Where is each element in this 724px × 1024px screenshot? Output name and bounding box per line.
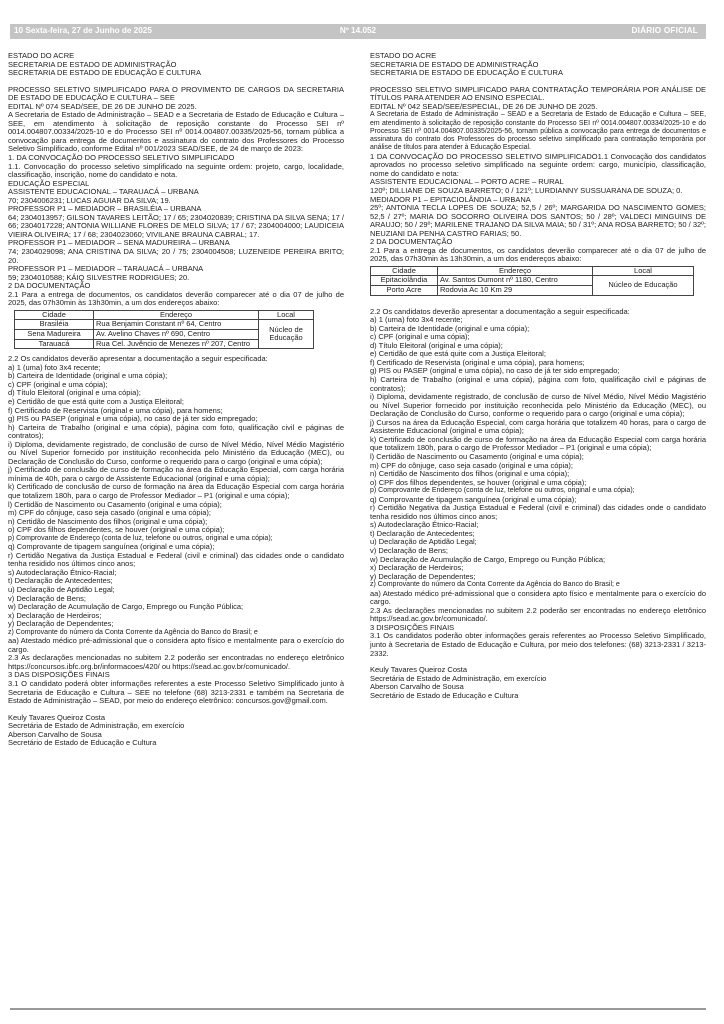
list-item: o) CPF dos filhos dependentes, se houver (original e uma cópia); (370, 477, 587, 487)
section-heading: 2 DA DOCUMENTAÇÃO (370, 237, 453, 247)
list-item: ASSISTENTE EDUCACIONAL – PORTO ACRE – RURAL (370, 177, 564, 187)
list-item: aa) Atestado médico pré-admissional que o considera apto físico e mentalmente para o exercício do cargo. (8, 636, 344, 654)
list-item: m) CPF do cônjuge, caso seja casado (original e uma cópia); (370, 460, 574, 470)
paragraph: 2.3 As declarações mencionadas no subitem 2.2 poderão ser encontradas no endereço eletrônico https://concursos.ibfc.org.br/informacoes/420/ ou https://sead.ac.gov.br/comunicado/. (8, 653, 344, 671)
section-heading: 1. DA CONVOCAÇÃO DO PROCESSO SELETIVO SIMPLIFICADO (8, 153, 235, 163)
paragraph: 3.1 Os candidatos poderão obter informações gerais referentes ao Processo Seletivo Simplificado, junto à Secretaria de Estado de Educação e Cultura, por meio dos telefones: (68) 3213-2331 / 3213-2332. (370, 631, 706, 658)
signature-name: Aberson Carvalho de Sousa (8, 729, 102, 739)
list-item: 64; 2304013957; GILSON TAVARES LEITÃO; 17 / 65; 2304020839; CRISTINA DA SILVA SENA; 17 / 66; 2304017228; ANTONIA WILLIANE FLORES DE MELO SILVA; 17 / 67; 2304004000; LAUDICEIA VIEIRA OLIVEIRA; 17 / 68; 2304023060; VIVILANE BRAUNA CABRAL; 17. (8, 212, 344, 239)
table-header: Local (259, 310, 314, 320)
list-item: i) Diploma, devidamente registrado, de conclusão de curso de Nível Médio, Nível Médio Magistério ou Nível Superior fornecido por instituição reconhecida pelo Ministério da Educação (MEC), ou Declaração de Conclusão do Curso, conforme o requerido para o cargo (original e uma cópia); (8, 439, 344, 466)
notice-title: PROCESSO SELETIVO SIMPLIFICADO PARA O PROVIMENTO DE CARGOS DA SECRETARIA DE ESTADO DE EDUCAÇÃO E CULTURA – SEE (8, 84, 344, 103)
signature-name: Aberson Carvalho de Sousa (370, 682, 464, 692)
list-item: b) Carteira de Identidade (original e uma cópia); (8, 371, 168, 381)
footer-rule (10, 1008, 706, 1010)
list-item: r) Certidão Negativa da Justiça Estadual e Federal (civil e criminal) das cidades onde o candidato tenha residido nos últimos cinco anos; (370, 503, 706, 521)
list-item: j) Certificado de conclusão de curso de formação na área da Educação Especial, com carga horária mínima de 40h, para o cargo de Assistente Educacional (original e uma cópia); (8, 465, 344, 483)
signature-role: Secretária de Estado de Administração, em exercício (8, 721, 185, 731)
table-header: Endereço (438, 266, 593, 276)
org-line: SECRETARIA DE ESTADO DE ADMINISTRAÇÃO (8, 59, 177, 69)
list-item: j) Cursos na área da Educação Especial, com carga horária que totalizem 40 horas, para o cargo de Assistente Educacional (original e uma cópia); (370, 417, 706, 436)
list-item: t) Declaração de Antecedentes; (8, 576, 113, 586)
list-item: o) CPF dos filhos dependentes, se houver (original e uma cópia); (8, 525, 225, 535)
org-line: SECRETARIA DE ESTADO DE EDUCAÇÃO E CULTURA (370, 68, 563, 78)
table-cell: Núcleo de Educação (593, 276, 694, 295)
table-cell: Av. Avelino Chaves nº 690, Centro (94, 330, 259, 340)
org-line: ESTADO DO ACRE (370, 51, 437, 60)
list-item: EDUCAÇÃO ESPECIAL (8, 178, 90, 188)
table-cell: Brasiléia (15, 320, 94, 330)
list-item: q) Comprovante de tipagem sanguínea (original e uma cópia); (370, 494, 577, 504)
signature-role: Secretário de Estado de Educação e Cultura (370, 690, 519, 700)
list-item: b) Carteira de Identidade (original e uma cópia); (370, 323, 530, 333)
paragraph: 2.3 As declarações mencionadas no subitem 2.2 poderão ser encontradas no endereço eletrônico https://sead.ac.gov.br/comunicado/. (370, 605, 706, 624)
list-item: ASSISTENTE EDUCACIONAL – TARAUACÁ – URBANA (8, 187, 199, 197)
table-cell: Núcleo de Educação (259, 320, 314, 349)
list-item: a) 1 (uma) foto 3x4 recente; (8, 362, 101, 372)
org-line: SECRETARIA DE ESTADO DE EDUCAÇÃO E CULTURA (8, 68, 201, 78)
address-table (14, 310, 314, 349)
signature-role: Secretária de Estado de Administração, em exercício (370, 673, 547, 683)
section-heading: 1 DA CONVOCAÇÃO DO PROCESSO SELETIVO SIMPLIFICADO1.1 Convocação dos candidatos aprovados no processo seletivo simplificado na seguinte ordem: cargo, município, classificação, nome do candidato e nota: (370, 151, 706, 178)
paragraph: 2.2 Os candidatos deverão apresentar a documentação a seguir especificada: (370, 306, 630, 316)
list-item: c) CPF (original e uma cópia); (370, 332, 470, 342)
table-header: Cidade (371, 266, 438, 276)
table-header: Cidade (15, 310, 94, 320)
list-item: aa) Atestado médico pré-admissional que o considera apto físico e mentalmente para o exercício do cargo. (370, 588, 706, 607)
list-item: a) 1 (uma) foto 3x4 recente; (370, 315, 463, 325)
list-item: x) Declaração de Herdeiros; (370, 563, 464, 573)
list-item: 70; 2304006231; LUCAS AGUIAR DA SILVA; 19. (8, 195, 171, 205)
table-cell: Epitaciolândia (371, 276, 438, 286)
right-column (370, 52, 706, 700)
paragraph: 2.1 Para a entrega de documentos, os candidatos deverão comparecer até o dia 07 de julho de 2025, das 07h30min às 13h30min, a um dos endereços abaixo: (8, 289, 344, 308)
signature-name: Keuly Tavares Queiroz Costa (8, 712, 105, 722)
paragraph: 2.1 Para a entrega de documentos, os candidatos deverão comparecer até o dia 07 de julho de 2025, das 07h30min às 13h30min, a um dos endereços abaixo: (370, 245, 706, 264)
list-item: 25º; ANTONIA TECLA LOPES DE SOUZA; 52,5 / 26º; MARGARIDA DO NASCIMENTO GOMES; 52,5 / 27º; MARIA DO SOCORRO OLIVEIRA DOS SANTOS; 50 / 28º; VALDECI MINGUINS DE ARAUJO; 50 / 29º; MARILENE TRAJANO DA SILVA MAIA; 50 / 31º; ANA ROSA BARRETO; 50 / 32º; NEUZIANI DA PENHA CASTRO FARIAS; 50. (370, 203, 706, 238)
section-heading: 2 DA DOCUMENTAÇÃO (8, 281, 91, 291)
list-item: 120º; DILLIANE DE SOUZA BARRETO; 0 / 121º; LURDIANNY SUSSUARANA DE SOUZA; 0. (370, 185, 683, 195)
signature-name: Keuly Tavares Queiroz Costa (370, 665, 467, 675)
list-item: w) Declaração de Acumulação de Cargo, Emprego ou Função Pública; (370, 554, 606, 564)
list-item: u) Declaração de Aptidão Legal; (8, 585, 115, 594)
list-item: d) Título Eleitoral (original e uma cópia); (8, 388, 141, 398)
section-heading: 3 DAS DISPOSIÇÕES FINAIS (8, 670, 110, 680)
page-header (10, 24, 706, 39)
signature-role: Secretário de Estado de Educação e Cultura (8, 738, 157, 748)
table-cell: Porto Acre (371, 286, 438, 296)
list-item: PROFESSOR P1 – MEDIADOR – BRASILÉIA – URBANA (8, 204, 202, 214)
address-table (370, 266, 694, 296)
list-item: q) Comprovante de tipagem sanguínea (original e uma cópia); (8, 542, 215, 552)
list-item: 59; 2304010588; KÁIQ SILVESTRE RODRIGUES; 20. (8, 272, 190, 282)
paragraph: 3.1 O candidato poderá obter informações referentes a este Processo Seletivo Simplificado junto à Secretaria de Educação e Cultura – SEE no telefone (68) 3213-2331 e também na Secretaria de Estado de Administração – SEAD, por meio do endereço eletrônico: concursos.gov@gmail.com. (8, 679, 344, 706)
gazette-title: DIÁRIO OFICIAL (631, 26, 698, 35)
list-item: u) Declaração de Aptidão Legal; (370, 537, 477, 547)
list-item: r) Certidão Negativa da Justiça Estadual e Federal (civil e criminal) das cidades onde o candidato tenha residido nos últimos cinco anos; (8, 550, 344, 569)
list-item: p) Comprovante de Endereço (conta de luz, telefone ou outros, original e uma cópia); (8, 534, 273, 542)
list-item: m) CPF do cônjuge, caso seja casado (original e uma cópia); (8, 508, 212, 518)
paragraph: 2.2 Os candidatos deverão apresentar a documentação a seguir especificada: (8, 354, 268, 364)
list-item: y) Declaração de Dependentes; (8, 619, 114, 629)
intro-paragraph: A Secretaria de Estado de Administração – SEAD e a Secretaria de Estado de Educação e Cultura – SEE, em atendimento à solicitação de reposição constante do Processo SEI nº 0014.004807.00334/2025-10 e do Processo SEI nº 0014.004807.00335/2025-56, tornam pública a convocação para entrega de documentos e assinatura do contrato dos Professores do Processo Seletivo Simplificado, conforme Edital nº 001/2023 SEAD/SEE, de 24 de março de 2023: (8, 110, 344, 154)
edition-number: Nº 14.052 (339, 26, 377, 35)
list-item: l) Certidão de Nascimento ou Casamento (original e uma cópia); (370, 451, 584, 461)
list-item: 74; 2304029098; ANA CRISTINA DA SILVA; 20 / 75; 2304004508; LUZENEIDE PEREIRA BRITO; 20. (8, 247, 344, 265)
table-cell: Av. Santos Dumont nº 1180, Centro (438, 276, 593, 286)
table-cell: Sena Madureira (15, 330, 94, 340)
table-header: Endereço (94, 310, 259, 320)
list-item: t) Declaração de Antecedentes; (370, 528, 475, 538)
list-item: f) Certificado de Reservista (original e uma cópia), para homens; (370, 357, 585, 367)
list-item: k) Certificado de conclusão de curso de formação na área da Educação Especial com carga horária que totalizem 180h, para o cargo de Professor Mediador – P1 (original e uma cópia); (370, 434, 706, 453)
table-cell: Rodovia Ac 10 Km 29 (438, 286, 593, 296)
table-header: Local (593, 266, 694, 276)
list-item: e) Certidão de que está quite com a Justiça Eleitoral; (370, 349, 546, 359)
list-item: i) Diploma, devidamente registrado, de conclusão de curso de Nível Médio, Nível Médio Magistério ou Nível Superior fornecido por instituição reconhecida pelo Ministério da Educação (MEC), ou Declaração de Conclusão do Curso, conforme o requerido para o cargo (original e uma cópia); (370, 392, 706, 419)
list-item: n) Certidão de Nascimento dos filhos (original e uma cópia); (370, 469, 570, 479)
list-item: z) Comprovante do número da Conta Corrente da Agência do Banco do Brasil; e (8, 628, 258, 636)
list-item: x) Declaração de Herdeiros; (8, 610, 102, 620)
list-item: g) PIS ou PASEP (original e uma cópia), no caso de já ter sido empregado; (370, 366, 620, 376)
list-item: h) Carteira de Trabalho (original e uma cópia), página com foto, qualificação civil e páginas de contratos); (8, 422, 344, 441)
list-item: d) Título Eleitoral (original e uma cópia); (370, 340, 503, 350)
intro-paragraph: A Secretaria de Estado de Administração – SEAD e a Secretaria de Estado de Educação e Cultura – SEE, em atendimento à solicitação de reposição constante do Processo SEI nº 0014.004807.00334/2025-10 e do Processo SEI nº 0014.004807.00335/2025-56, tornam pública a convocação para entrega de documentos e assinatura do contrato dos Professores do processo seletivo simplificado para contratação temporária por análise de títulos para atender à Educação Especial. (370, 111, 706, 152)
table-cell: Tarauacá (15, 339, 94, 349)
section-heading: 3 DISPOSIÇÕES FINAIS (370, 622, 455, 632)
list-item: v) Declaração de Bens; (370, 545, 448, 555)
list-item: l) Certidão de Nascimento ou Casamento (original e uma cópia); (8, 499, 222, 509)
list-item: e) Certidão de que está quite com a Justiça Eleitoral; (8, 396, 184, 406)
left-column (8, 52, 344, 748)
list-item: MEDIADOR P1 – EPITACIOLÂNDIA – URBANA (370, 194, 531, 204)
list-item: PROFESSOR P1 – MEDIADOR – SENA MADUREIRA – URBANA (8, 238, 230, 248)
list-item: p) Comprovante de Endereço (conta de luz, telefone ou outros, original e uma cópia); (370, 487, 635, 495)
list-item: f) Certificado de Reservista (original e uma cópia), para homens; (8, 405, 223, 415)
list-item: y) Declaração de Dependentes; (370, 571, 476, 581)
list-item: h) Carteira de Trabalho (original e uma cópia), página com foto, qualificação civil e páginas de contratos); (370, 375, 706, 393)
page-date: 10 Sexta-feira, 27 de Junho de 2025 (14, 26, 152, 35)
edital-number: EDITAL Nº 074 SEAD/SEE, DE 26 DE JUNHO DE 2025. (8, 101, 197, 111)
list-item: z) Comprovante do número da Conta Corrente da Agência do Banco do Brasil; e (370, 581, 620, 589)
list-item: c) CPF (original e uma cópia); (8, 379, 108, 389)
list-item: s) Autodeclaração Étnico-Racial; (370, 520, 479, 530)
list-item: v) Declaração de Bens; (8, 593, 86, 603)
list-item: w) Declaração de Acumulação de Cargo, Emprego ou Função Pública; (8, 602, 244, 612)
org-line: ESTADO DO ACRE (8, 51, 75, 60)
org-line: SECRETARIA DE ESTADO DE ADMINISTRAÇÃO (370, 59, 539, 69)
edital-number: EDITAL Nº 042 SEAD/SEE/ESPECIAL, DE 26 DE JUNHO DE 2025. (370, 101, 598, 111)
table-cell: Rua Cel. Juvêncio de Menezes nº 207, Centro (94, 339, 259, 349)
table-cell: Rua Benjamin Constant nº 64, Centro (94, 320, 259, 330)
list-item: PROFESSOR P1 – MEDIADOR – TARAUACÁ – URBANA (8, 264, 204, 274)
paragraph: 1.1. Convocação do processo seletivo simplificado na seguinte ordem: projeto, cargo, localidade, classificação, inscrição, nome do candidato e nota. (8, 161, 344, 180)
list-item: g) PIS ou PASEP (original e uma cópia), no caso de já ter sido empregado; (8, 414, 258, 424)
list-item: s) Autodeclaração Étnico-Racial; (8, 567, 117, 577)
list-item: k) Certificado de conclusão de curso de formação na área da Educação Especial com carga horária que totalizem 180h, para o cargo de Professor Mediador – P1 (original e uma cópia); (8, 482, 344, 500)
notice-title: PROCESSO SELETIVO SIMPLIFICADO PARA CONTRATAÇÃO TEMPORÁRIA POR ANÁLISE DE TÍTULOS PARA ATENDER AO ENSINO ESPECIAL. (370, 84, 706, 103)
list-item: n) Certidão de Nascimento dos filhos (original e uma cópia); (8, 516, 208, 526)
